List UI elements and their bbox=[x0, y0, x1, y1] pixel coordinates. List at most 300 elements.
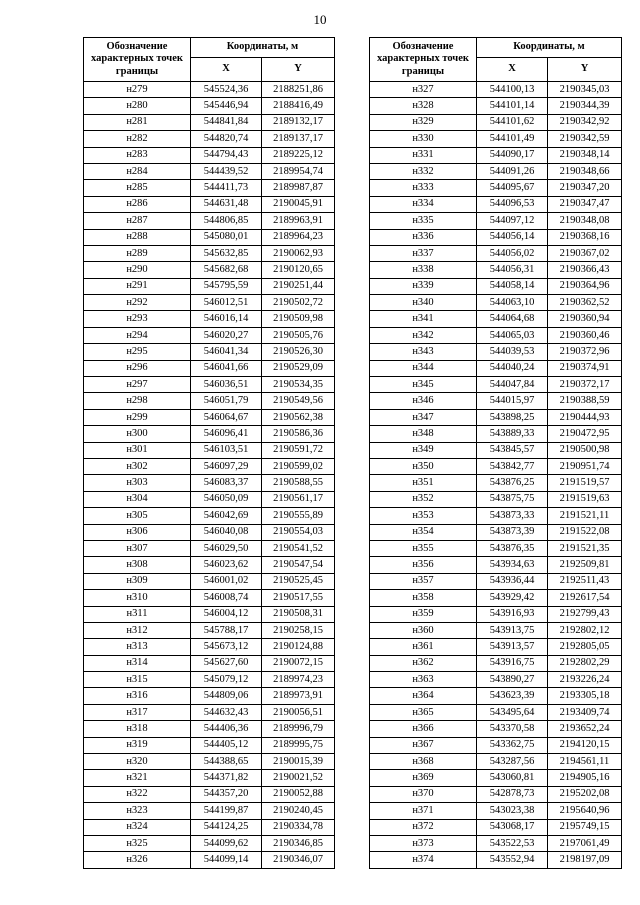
point-id: н306 bbox=[84, 524, 191, 540]
y-coordinate: 2190348,66 bbox=[548, 163, 622, 179]
point-id: н316 bbox=[84, 688, 191, 704]
x-coordinate: 544411,73 bbox=[191, 180, 262, 196]
point-id: н301 bbox=[84, 442, 191, 458]
x-coordinate: 543934,63 bbox=[477, 557, 548, 573]
table-row bbox=[370, 180, 622, 196]
y-coordinate: 2190334,78 bbox=[262, 819, 335, 835]
point-id: н283 bbox=[84, 147, 191, 163]
x-coordinate: 546103,51 bbox=[191, 442, 262, 458]
table-row bbox=[84, 770, 335, 786]
x-coordinate: 543522,53 bbox=[477, 835, 548, 851]
table-row bbox=[84, 295, 335, 311]
x-coordinate: 546083,37 bbox=[191, 475, 262, 491]
point-id: н293 bbox=[84, 311, 191, 327]
table-row bbox=[84, 213, 335, 229]
table-row bbox=[84, 327, 335, 343]
y-coordinate: 2192617,54 bbox=[548, 590, 622, 606]
point-id: н344 bbox=[370, 360, 477, 376]
point-id: н305 bbox=[84, 508, 191, 524]
x-coordinate: 543023,38 bbox=[477, 803, 548, 819]
y-coordinate: 2190372,17 bbox=[548, 377, 622, 393]
point-id: н318 bbox=[84, 721, 191, 737]
y-coordinate: 2190346,85 bbox=[262, 835, 335, 851]
table-row bbox=[370, 508, 622, 524]
x-coordinate: 543370,58 bbox=[477, 721, 548, 737]
table-row bbox=[370, 295, 622, 311]
table-row bbox=[84, 557, 335, 573]
y-coordinate: 2194120,15 bbox=[548, 737, 622, 753]
table-row bbox=[84, 672, 335, 688]
y-coordinate: 2191521,11 bbox=[548, 508, 622, 524]
y-coordinate: 2191519,63 bbox=[548, 491, 622, 507]
y-coordinate: 2194561,11 bbox=[548, 754, 622, 770]
table-row bbox=[84, 737, 335, 753]
table-row bbox=[84, 147, 335, 163]
y-coordinate: 2190360,94 bbox=[548, 311, 622, 327]
y-coordinate: 2190251,44 bbox=[262, 278, 335, 294]
table-row bbox=[370, 147, 622, 163]
x-coordinate: 543936,44 bbox=[477, 573, 548, 589]
point-id: н358 bbox=[370, 590, 477, 606]
table-row bbox=[370, 737, 622, 753]
x-coordinate: 543873,39 bbox=[477, 524, 548, 540]
point-id: н347 bbox=[370, 409, 477, 425]
y-coordinate: 2189995,75 bbox=[262, 737, 335, 753]
y-coordinate: 2190360,46 bbox=[548, 327, 622, 343]
y-coordinate: 2190021,52 bbox=[262, 770, 335, 786]
x-coordinate: 544063,10 bbox=[477, 295, 548, 311]
point-id: н308 bbox=[84, 557, 191, 573]
x-coordinate: 544388,65 bbox=[191, 754, 262, 770]
point-id: н355 bbox=[370, 540, 477, 556]
y-coordinate: 2189963,91 bbox=[262, 213, 335, 229]
x-coordinate: 543876,25 bbox=[477, 475, 548, 491]
x-coordinate: 546064,67 bbox=[191, 409, 262, 425]
table-row bbox=[370, 655, 622, 671]
y-coordinate: 2190541,52 bbox=[262, 540, 335, 556]
point-id: н287 bbox=[84, 213, 191, 229]
y-coordinate: 2190346,07 bbox=[262, 852, 335, 868]
y-coordinate: 2190526,30 bbox=[262, 344, 335, 360]
point-id: н321 bbox=[84, 770, 191, 786]
x-coordinate: 544405,12 bbox=[191, 737, 262, 753]
x-coordinate: 546050,09 bbox=[191, 491, 262, 507]
y-coordinate: 2189137,17 bbox=[262, 131, 335, 147]
y-coordinate: 2190052,88 bbox=[262, 786, 335, 802]
y-coordinate: 2190549,56 bbox=[262, 393, 335, 409]
table-row bbox=[370, 163, 622, 179]
x-coordinate: 543929,42 bbox=[477, 590, 548, 606]
point-id: н372 bbox=[370, 819, 477, 835]
point-id: н329 bbox=[370, 114, 477, 130]
table-row bbox=[370, 557, 622, 573]
y-coordinate: 2190508,31 bbox=[262, 606, 335, 622]
table-row bbox=[370, 409, 622, 425]
x-coordinate: 544047,84 bbox=[477, 377, 548, 393]
x-coordinate: 544099,14 bbox=[191, 852, 262, 868]
table-row bbox=[370, 393, 622, 409]
y-coordinate: 2190534,35 bbox=[262, 377, 335, 393]
point-id: н345 bbox=[370, 377, 477, 393]
x-coordinate: 544090,17 bbox=[477, 147, 548, 163]
point-id: н365 bbox=[370, 704, 477, 720]
x-header: X bbox=[191, 58, 262, 82]
table-row bbox=[370, 835, 622, 851]
point-id: н310 bbox=[84, 590, 191, 606]
x-coordinate: 545788,17 bbox=[191, 622, 262, 638]
y-header: Y bbox=[548, 58, 622, 82]
table-row bbox=[84, 754, 335, 770]
y-coordinate: 2190509,98 bbox=[262, 311, 335, 327]
point-id: н303 bbox=[84, 475, 191, 491]
x-coordinate: 544101,14 bbox=[477, 98, 548, 114]
y-coordinate: 2190554,03 bbox=[262, 524, 335, 540]
x-coordinate: 543876,35 bbox=[477, 540, 548, 556]
y-coordinate: 2190368,16 bbox=[548, 229, 622, 245]
y-coordinate: 2190342,59 bbox=[548, 131, 622, 147]
point-id: н370 bbox=[370, 786, 477, 802]
table-row bbox=[84, 786, 335, 802]
table-row bbox=[84, 655, 335, 671]
x-coordinate: 545627,60 bbox=[191, 655, 262, 671]
table-row bbox=[84, 196, 335, 212]
table-row bbox=[370, 327, 622, 343]
y-coordinate: 2190505,76 bbox=[262, 327, 335, 343]
point-id: н319 bbox=[84, 737, 191, 753]
table-row bbox=[370, 377, 622, 393]
x-coordinate: 544406,36 bbox=[191, 721, 262, 737]
table-row bbox=[370, 491, 622, 507]
table-row bbox=[370, 639, 622, 655]
y-coordinate: 2190586,36 bbox=[262, 426, 335, 442]
x-coordinate: 544058,14 bbox=[477, 278, 548, 294]
x-coordinate: 546051,79 bbox=[191, 393, 262, 409]
point-id: н342 bbox=[370, 327, 477, 343]
point-id: н349 bbox=[370, 442, 477, 458]
x-coordinate: 543898,25 bbox=[477, 409, 548, 425]
x-coordinate: 543287,56 bbox=[477, 754, 548, 770]
x-coordinate: 546023,62 bbox=[191, 557, 262, 573]
y-coordinate: 2188251,86 bbox=[262, 82, 335, 98]
table-row bbox=[84, 311, 335, 327]
point-id: н350 bbox=[370, 458, 477, 474]
table-row bbox=[370, 344, 622, 360]
table-row bbox=[370, 524, 622, 540]
table-row bbox=[370, 131, 622, 147]
point-id: н369 bbox=[370, 770, 477, 786]
point-id: н297 bbox=[84, 377, 191, 393]
table-row bbox=[84, 163, 335, 179]
y-coordinate: 2190344,39 bbox=[548, 98, 622, 114]
table-row bbox=[84, 606, 335, 622]
table-row bbox=[84, 540, 335, 556]
y-coordinate: 2192509,81 bbox=[548, 557, 622, 573]
y-coordinate: 2190366,43 bbox=[548, 262, 622, 278]
table-row bbox=[370, 573, 622, 589]
table-row bbox=[370, 229, 622, 245]
x-coordinate: 544101,49 bbox=[477, 131, 548, 147]
table-row bbox=[84, 508, 335, 524]
x-coordinate: 545079,12 bbox=[191, 672, 262, 688]
table-row bbox=[84, 639, 335, 655]
point-id: н360 bbox=[370, 622, 477, 638]
table-row bbox=[84, 524, 335, 540]
point-id: н313 bbox=[84, 639, 191, 655]
x-coordinate: 546020,27 bbox=[191, 327, 262, 343]
y-coordinate: 2190364,96 bbox=[548, 278, 622, 294]
y-header: Y bbox=[262, 58, 335, 82]
x-coordinate: 544357,20 bbox=[191, 786, 262, 802]
table-row bbox=[370, 622, 622, 638]
x-coordinate: 545080,01 bbox=[191, 229, 262, 245]
y-coordinate: 2190120,65 bbox=[262, 262, 335, 278]
y-coordinate: 2190124,88 bbox=[262, 639, 335, 655]
table-row bbox=[370, 98, 622, 114]
y-coordinate: 2190240,45 bbox=[262, 803, 335, 819]
table-row bbox=[84, 458, 335, 474]
x-coordinate: 543875,75 bbox=[477, 491, 548, 507]
x-coordinate: 543873,33 bbox=[477, 508, 548, 524]
y-coordinate: 2190045,91 bbox=[262, 196, 335, 212]
x-coordinate: 543845,57 bbox=[477, 442, 548, 458]
point-id: н299 bbox=[84, 409, 191, 425]
point-designation-header: Обозначение характерных точек границы bbox=[370, 38, 477, 82]
table-row bbox=[370, 196, 622, 212]
y-coordinate: 2190444,93 bbox=[548, 409, 622, 425]
point-id: н325 bbox=[84, 835, 191, 851]
point-id: н339 bbox=[370, 278, 477, 294]
x-coordinate: 544820,74 bbox=[191, 131, 262, 147]
point-id: н285 bbox=[84, 180, 191, 196]
table-row bbox=[84, 131, 335, 147]
table-row bbox=[84, 114, 335, 130]
x-coordinate: 546012,51 bbox=[191, 295, 262, 311]
y-coordinate: 2189954,74 bbox=[262, 163, 335, 179]
y-coordinate: 2190591,72 bbox=[262, 442, 335, 458]
y-coordinate: 2190517,55 bbox=[262, 590, 335, 606]
y-coordinate: 2195202,08 bbox=[548, 786, 622, 802]
y-coordinate: 2192799,43 bbox=[548, 606, 622, 622]
table-row bbox=[370, 262, 622, 278]
point-id: н356 bbox=[370, 557, 477, 573]
point-id: н374 bbox=[370, 852, 477, 868]
y-coordinate: 2190502,72 bbox=[262, 295, 335, 311]
point-id: н296 bbox=[84, 360, 191, 376]
coordinates-header: Координаты, м bbox=[191, 38, 335, 58]
x-coordinate: 544439,52 bbox=[191, 163, 262, 179]
point-id: н300 bbox=[84, 426, 191, 442]
y-coordinate: 2190529,09 bbox=[262, 360, 335, 376]
table-row bbox=[370, 803, 622, 819]
x-coordinate: 545682,68 bbox=[191, 262, 262, 278]
point-id: н373 bbox=[370, 835, 477, 851]
y-coordinate: 2190588,55 bbox=[262, 475, 335, 491]
x-coordinate: 546041,66 bbox=[191, 360, 262, 376]
point-id: н323 bbox=[84, 803, 191, 819]
point-id: н364 bbox=[370, 688, 477, 704]
point-id: н359 bbox=[370, 606, 477, 622]
x-coordinate: 543495,64 bbox=[477, 704, 548, 720]
table-row bbox=[370, 754, 622, 770]
table-row bbox=[370, 540, 622, 556]
y-coordinate: 2190372,96 bbox=[548, 344, 622, 360]
x-coordinate: 544096,53 bbox=[477, 196, 548, 212]
table-row bbox=[370, 475, 622, 491]
x-coordinate: 544040,24 bbox=[477, 360, 548, 376]
point-id: н295 bbox=[84, 344, 191, 360]
point-id: н337 bbox=[370, 245, 477, 261]
point-id: н354 bbox=[370, 524, 477, 540]
table-row bbox=[370, 786, 622, 802]
point-id: н281 bbox=[84, 114, 191, 130]
x-coordinate: 544056,31 bbox=[477, 262, 548, 278]
y-coordinate: 2194905,16 bbox=[548, 770, 622, 786]
x-coordinate: 544065,03 bbox=[477, 327, 548, 343]
table-row bbox=[84, 409, 335, 425]
table-row bbox=[370, 426, 622, 442]
x-coordinate: 543913,57 bbox=[477, 639, 548, 655]
point-id: н326 bbox=[84, 852, 191, 868]
x-coordinate: 543060,81 bbox=[477, 770, 548, 786]
coordinates-header: Координаты, м bbox=[477, 38, 622, 58]
table-row bbox=[84, 98, 335, 114]
point-id: н348 bbox=[370, 426, 477, 442]
point-id: н284 bbox=[84, 163, 191, 179]
table-row bbox=[84, 803, 335, 819]
y-coordinate: 2193652,24 bbox=[548, 721, 622, 737]
x-coordinate: 544099,62 bbox=[191, 835, 262, 851]
point-id: н363 bbox=[370, 672, 477, 688]
y-coordinate: 2189132,17 bbox=[262, 114, 335, 130]
table-row bbox=[370, 311, 622, 327]
point-id: н338 bbox=[370, 262, 477, 278]
table-row bbox=[370, 442, 622, 458]
x-coordinate: 543913,75 bbox=[477, 622, 548, 638]
x-coordinate: 544809,06 bbox=[191, 688, 262, 704]
table-row bbox=[370, 819, 622, 835]
point-id: н366 bbox=[370, 721, 477, 737]
point-id: н315 bbox=[84, 672, 191, 688]
table-row bbox=[84, 852, 335, 868]
y-coordinate: 2190258,15 bbox=[262, 622, 335, 638]
table-row bbox=[84, 704, 335, 720]
y-coordinate: 2190599,02 bbox=[262, 458, 335, 474]
table-row bbox=[370, 245, 622, 261]
point-id: н341 bbox=[370, 311, 477, 327]
y-coordinate: 2189974,23 bbox=[262, 672, 335, 688]
y-coordinate: 2190015,39 bbox=[262, 754, 335, 770]
point-id: н357 bbox=[370, 573, 477, 589]
y-coordinate: 2190348,14 bbox=[548, 147, 622, 163]
x-coordinate: 542878,73 bbox=[477, 786, 548, 802]
point-id: н291 bbox=[84, 278, 191, 294]
y-coordinate: 2189225,12 bbox=[262, 147, 335, 163]
x-coordinate: 543362,75 bbox=[477, 737, 548, 753]
table-row bbox=[84, 491, 335, 507]
table-row bbox=[84, 590, 335, 606]
point-id: н330 bbox=[370, 131, 477, 147]
y-coordinate: 2191519,57 bbox=[548, 475, 622, 491]
x-coordinate: 543068,17 bbox=[477, 819, 548, 835]
point-id: н292 bbox=[84, 295, 191, 311]
y-coordinate: 2190472,95 bbox=[548, 426, 622, 442]
x-coordinate: 544015,97 bbox=[477, 393, 548, 409]
point-id: н362 bbox=[370, 655, 477, 671]
x-coordinate: 544632,43 bbox=[191, 704, 262, 720]
table-row bbox=[84, 475, 335, 491]
table-row bbox=[84, 688, 335, 704]
table-row bbox=[84, 229, 335, 245]
y-coordinate: 2190388,59 bbox=[548, 393, 622, 409]
y-coordinate: 2190561,17 bbox=[262, 491, 335, 507]
x-coordinate: 546001,02 bbox=[191, 573, 262, 589]
y-coordinate: 2190555,89 bbox=[262, 508, 335, 524]
y-coordinate: 2192802,29 bbox=[548, 655, 622, 671]
point-id: н334 bbox=[370, 196, 477, 212]
table-row bbox=[370, 360, 622, 376]
point-designation-header: Обозначение характерных точек границы bbox=[84, 38, 191, 82]
y-coordinate: 2198197,09 bbox=[548, 852, 622, 868]
x-coordinate: 544806,85 bbox=[191, 213, 262, 229]
x-coordinate: 544101,62 bbox=[477, 114, 548, 130]
table-row bbox=[84, 835, 335, 851]
x-coordinate: 544097,12 bbox=[477, 213, 548, 229]
y-coordinate: 2191521,35 bbox=[548, 540, 622, 556]
point-id: н302 bbox=[84, 458, 191, 474]
x-coordinate: 544095,67 bbox=[477, 180, 548, 196]
y-coordinate: 2190367,02 bbox=[548, 245, 622, 261]
x-coordinate: 545524,36 bbox=[191, 82, 262, 98]
table-row bbox=[84, 278, 335, 294]
point-id: н328 bbox=[370, 98, 477, 114]
x-coordinate: 546097,29 bbox=[191, 458, 262, 474]
table-row bbox=[370, 278, 622, 294]
table-row bbox=[84, 622, 335, 638]
point-id: н290 bbox=[84, 262, 191, 278]
table-row bbox=[370, 704, 622, 720]
x-header: X bbox=[477, 58, 548, 82]
x-coordinate: 543916,93 bbox=[477, 606, 548, 622]
y-coordinate: 2191522,08 bbox=[548, 524, 622, 540]
point-id: н279 bbox=[84, 82, 191, 98]
point-id: н368 bbox=[370, 754, 477, 770]
x-coordinate: 546016,14 bbox=[191, 311, 262, 327]
y-coordinate: 2190547,54 bbox=[262, 557, 335, 573]
point-id: н298 bbox=[84, 393, 191, 409]
table-row bbox=[84, 82, 335, 98]
x-coordinate: 543889,33 bbox=[477, 426, 548, 442]
y-coordinate: 2190562,38 bbox=[262, 409, 335, 425]
point-id: н288 bbox=[84, 229, 191, 245]
point-id: н304 bbox=[84, 491, 191, 507]
table-row bbox=[370, 688, 622, 704]
y-coordinate: 2190348,08 bbox=[548, 213, 622, 229]
y-coordinate: 2190062,93 bbox=[262, 245, 335, 261]
y-coordinate: 2192511,43 bbox=[548, 573, 622, 589]
x-coordinate: 544091,26 bbox=[477, 163, 548, 179]
point-id: н314 bbox=[84, 655, 191, 671]
x-coordinate: 544039,53 bbox=[477, 344, 548, 360]
x-coordinate: 546029,50 bbox=[191, 540, 262, 556]
x-coordinate: 543623,39 bbox=[477, 688, 548, 704]
x-coordinate: 543552,94 bbox=[477, 852, 548, 868]
point-id: н286 bbox=[84, 196, 191, 212]
point-id: н282 bbox=[84, 131, 191, 147]
table-row bbox=[84, 573, 335, 589]
x-coordinate: 546004,12 bbox=[191, 606, 262, 622]
y-coordinate: 2192805,05 bbox=[548, 639, 622, 655]
point-id: н327 bbox=[370, 82, 477, 98]
